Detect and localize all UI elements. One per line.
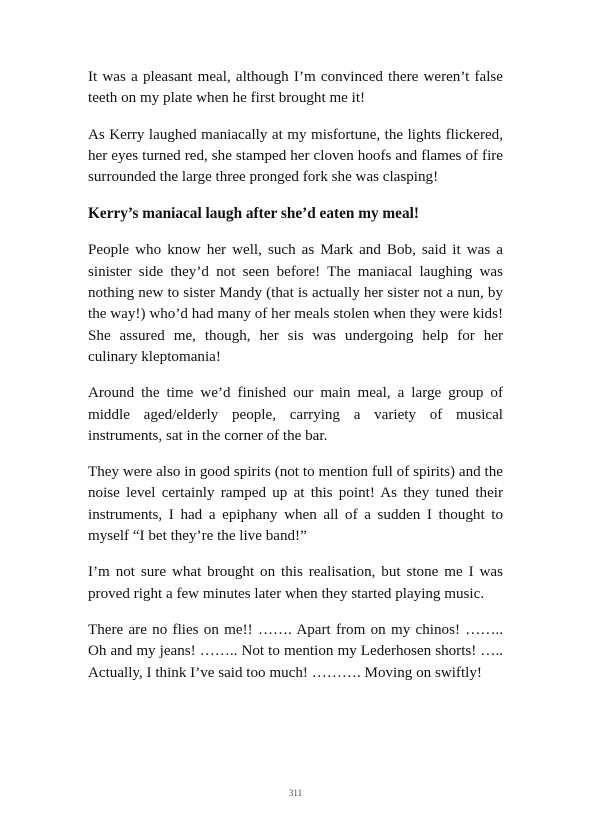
paragraph-5: They were also in good spirits (not to mention full of spirits) and the noise level certainly ramped up at this point! As they tuned their instruments, I had a epiphany when all of a sudden I thought to myself “I bet they’re the live band!” <box>88 464 503 545</box>
paragraph-2: As Kerry laughed maniacally at my misfortune, the lights flickered, her eyes turned red, she stamped her cloven hoofs and flames of fire surrounded the large three pronged fork she was clasping! <box>88 126 503 186</box>
paragraph-6: I’m not sure what brought on this realisation, but stone me I was proved right a few minutes later when they started playing music. <box>88 564 503 602</box>
page-number: 311 <box>288 788 303 798</box>
page-body <box>88 67 503 699</box>
paragraph-7: There are no flies on me!! ……. Apart from on my chinos! …….. Oh and my jeans! …….. Not to mention my Lederhosen shorts! ….. Actually, I think I’ve said too much! ………. Moving on swiftly! <box>88 621 503 681</box>
paragraph-3: People who know her well, such as Mark and Bob, said it was a sinister side they’d not seen before! The maniacal laughing was nothing new to sister Mandy (that is actually her sister not a nun, by the way!) who’d had many of her meals stolen when they were kids! She assured me, though, her sis was undergoing help for her culinary kleptomania! <box>88 242 503 365</box>
paragraph-1: It was a pleasant meal, although I’m convinced there weren’t false teeth on my plate when he first brought me it! <box>88 69 503 107</box>
section-heading: Kerry’s maniacal laugh after she’d eaten my meal! <box>88 205 419 223</box>
paragraph-4: Around the time we’d finished our main meal, a large group of middle aged/elderly people, carrying a variety of musical instruments, sat in the corner of the bar. <box>88 385 503 444</box>
